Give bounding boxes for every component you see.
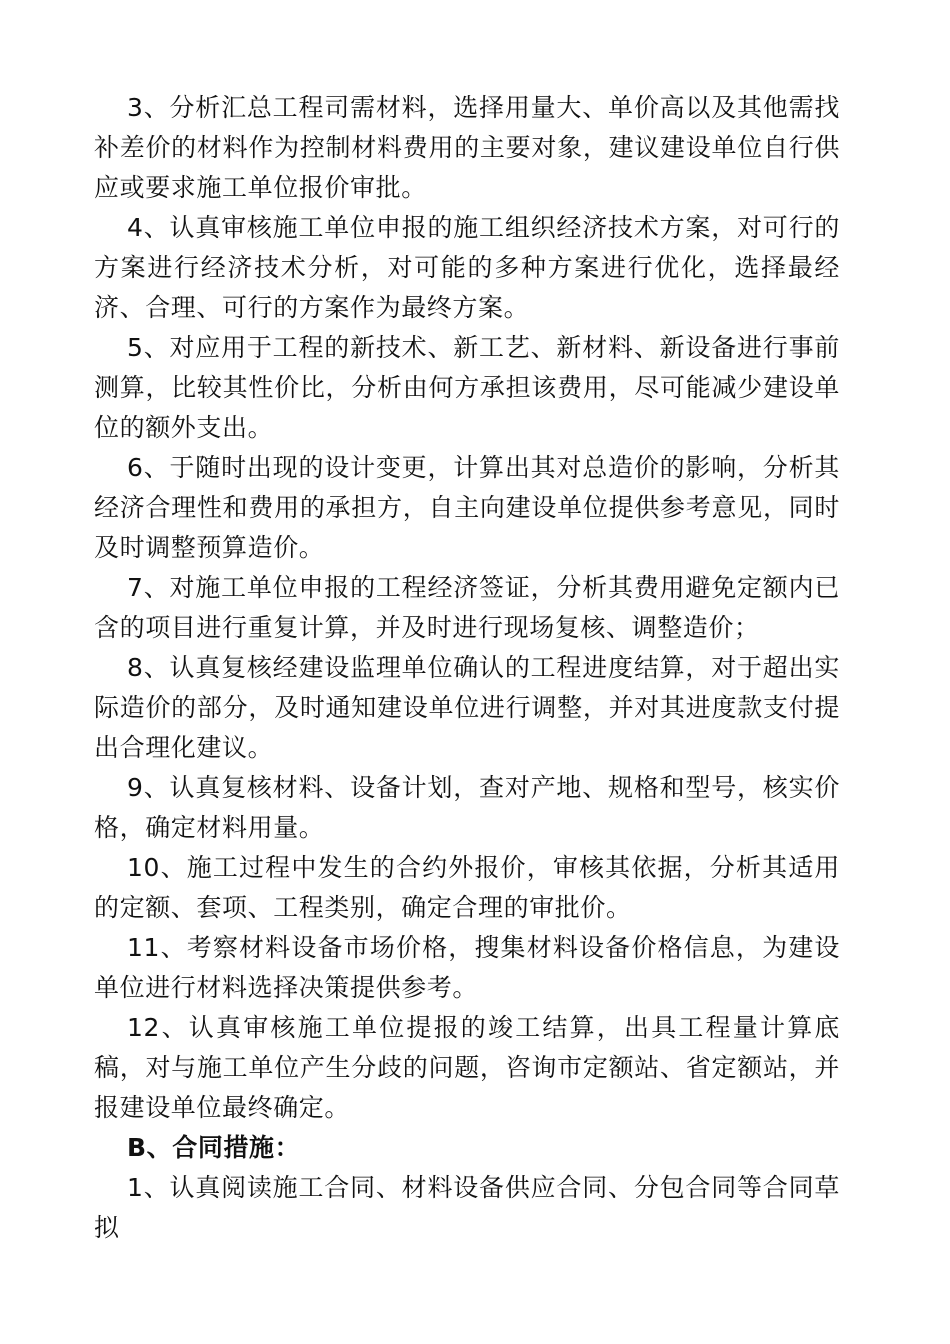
paragraph-10: 10、施工过程中发生的合约外报价，审核其依据，分析其适用的定额、套项、工程类别，确定合理的审批价。 bbox=[94, 853, 840, 922]
paragraph-7: 7、对施工单位申报的工程经济签证，分析其费用避免定额内已含的项目进行重复计算，并及时进行现场复核、调整造价； bbox=[94, 573, 840, 642]
section-heading: B、合同措施： bbox=[127, 1133, 301, 1162]
paragraph-9: 9、认真复核材料、设备计划，查对产地、规格和型号，核实价格，确定材料用量。 bbox=[94, 773, 840, 842]
paragraph-12: 12、认真审核施工单位提报的竣工结算，出具工程量计算底稿，对与施工单位产生分歧的问题，咨询市定额站、省定额站，并报建设单位最终确定。 bbox=[94, 1013, 840, 1122]
paragraph-6: 6、于随时出现的设计变更，计算出其对总造价的影响，分析其经济合理性和费用的承担方，自主向建设单位提供参考意见，同时及时调整预算造价。 bbox=[94, 453, 840, 562]
paragraph-contract-1: 1、认真阅读施工合同、材料设备供应合同、分包合同等合同草拟 bbox=[94, 1173, 840, 1242]
paragraph-11: 11、考察材料设备市场价格，搜集材料设备价格信息，为建设单位进行材料选择决策提供参考。 bbox=[94, 933, 840, 1002]
document-body bbox=[94, 88, 840, 1248]
paragraph-5: 5、对应用于工程的新技术、新工艺、新材料、新设备进行事前测算，比较其性价比，分析由何方承担该费用，尽可能减少建设单位的额外支出。 bbox=[94, 333, 840, 442]
paragraph-8: 8、认真复核经建设监理单位确认的工程进度结算，对于超出实际造价的部分，及时通知建设单位进行调整，并对其进度款支付提出合理化建议。 bbox=[94, 653, 840, 762]
paragraph-4: 4、认真审核施工单位申报的施工组织经济技术方案，对可行的方案进行经济技术分析，对可能的多种方案进行优化，选择最经济、合理、可行的方案作为最终方案。 bbox=[94, 213, 840, 322]
paragraph-3: 3、分析汇总工程司需材料，选择用量大、单价高以及其他需找补差价的材料作为控制材料费用的主要对象，建议建设单位自行供应或要求施工单位报价审批。 bbox=[94, 93, 840, 202]
